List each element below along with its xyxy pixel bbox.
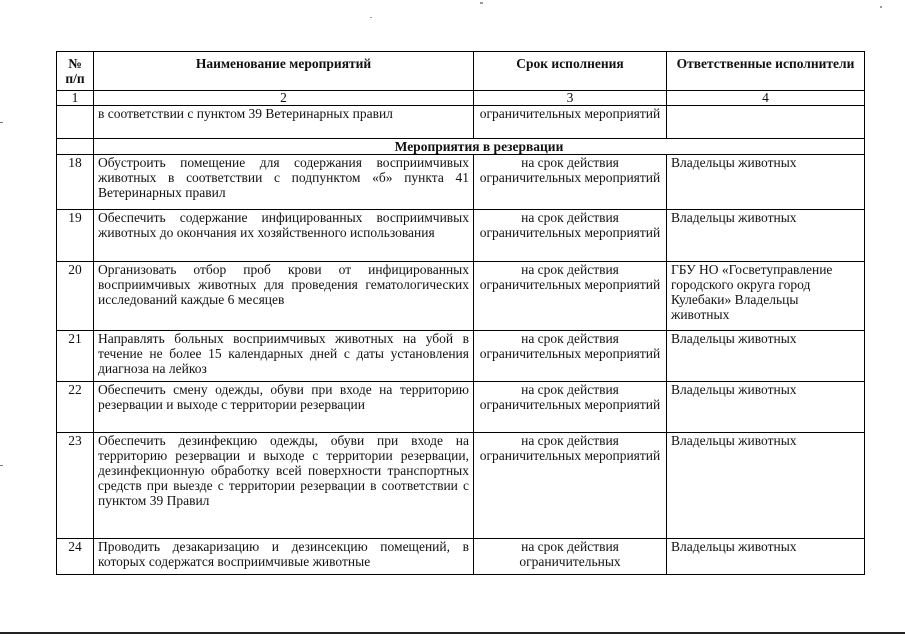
table-row [57, 433, 865, 539]
row-term: на срок действия ограничительных мероприятий [474, 382, 667, 433]
row-term: на срок действия ограничительных мероприятий [474, 155, 667, 210]
table-row [57, 331, 865, 382]
header-responsible: Ответственные исполнители [667, 52, 865, 91]
row-num: 22 [57, 382, 94, 433]
scan-speck [0, 122, 3, 123]
row-term: на срок действия ограничительных мероприятий [474, 210, 667, 262]
table-row [57, 382, 865, 433]
row-term: на срок действия ограничительных мероприятий [474, 433, 667, 539]
scan-speck [880, 6, 882, 8]
row-responsible: Владельцы животных [667, 433, 865, 539]
row-name: Направлять больных восприимчивых животных на убой в течение не более 15 календарных дней с даты установления диагноза на лейкоз [94, 331, 474, 382]
row-responsible [667, 106, 865, 139]
row-num: 21 [57, 331, 94, 382]
measures-table [56, 51, 865, 575]
row-num [57, 106, 94, 139]
row-term: на срок действия ограничительных мероприятий [474, 262, 667, 331]
section-title: Мероприятия в резервации [94, 139, 865, 155]
row-name: Организовать отбор проб крови от инфицированных восприимчивых животных для проведения гематологических исследований каждые 6 месяцев [94, 262, 474, 331]
column-number: 1 [57, 91, 94, 106]
row-term: на срок действия ограничительных [474, 539, 667, 575]
scan-speck [370, 17, 372, 18]
column-number: 2 [94, 91, 474, 106]
row-name: в соответствии с пунктом 39 Ветеринарных правил [94, 106, 474, 139]
row-responsible: Владельцы животных [667, 331, 865, 382]
row-num: 20 [57, 262, 94, 331]
row-responsible: Владельцы животных [667, 210, 865, 262]
header-num: № п/п [57, 52, 94, 91]
table-header-row [57, 52, 865, 91]
header-term: Срок исполнения [474, 52, 667, 91]
table-row [57, 155, 865, 210]
table-row [57, 262, 865, 331]
section-row [57, 139, 865, 155]
scan-speck [0, 465, 3, 466]
table-row [57, 210, 865, 262]
table-row [57, 106, 865, 139]
table-row [57, 539, 865, 575]
row-num: 18 [57, 155, 94, 210]
scan-speck [480, 2, 483, 4]
column-number: 3 [474, 91, 667, 106]
row-term: на срок действия ограничительных мероприятий [474, 331, 667, 382]
row-responsible: Владельцы животных [667, 155, 865, 210]
column-numbers-row [57, 91, 865, 106]
row-responsible: Владельцы животных [667, 382, 865, 433]
row-name: Обеспечить смену одежды, обуви при входе на территорию резервации и выходе с территории резервации [94, 382, 474, 433]
row-name: Обеспечить дезинфекцию одежды, обуви при входе на территорию резервации и выходе с территории резервации, дезинфекционную обработку всей поверхности транспортных средств при выезде с территории резервации в соответствии с пунктом 39 Правил [94, 433, 474, 539]
row-term: ограничительных мероприятий [474, 106, 667, 139]
row-num: 24 [57, 539, 94, 575]
row-num: 19 [57, 210, 94, 262]
row-name: Обеспечить содержание инфицированных восприимчивых животных до окончания их хозяйственного использования [94, 210, 474, 262]
row-responsible: ГБУ НО «Госветуправление городского округа город Кулебаки» Владельцы животных [667, 262, 865, 331]
row-num: 23 [57, 433, 94, 539]
column-number: 4 [667, 91, 865, 106]
header-name: Наименование мероприятий [94, 52, 474, 91]
row-name: Проводить дезакаризацию и дезинсекцию помещений, в которых содержатся восприимчивые животные [94, 539, 474, 575]
page-bottom-edge [0, 632, 905, 634]
row-name: Обустроить помещение для содержания восприимчивых животных в соответствии с подпунктом «б» пункта 41 Ветеринарных правил [94, 155, 474, 210]
row-responsible: Владельцы животных [667, 539, 865, 575]
section-num-cell [57, 139, 94, 155]
